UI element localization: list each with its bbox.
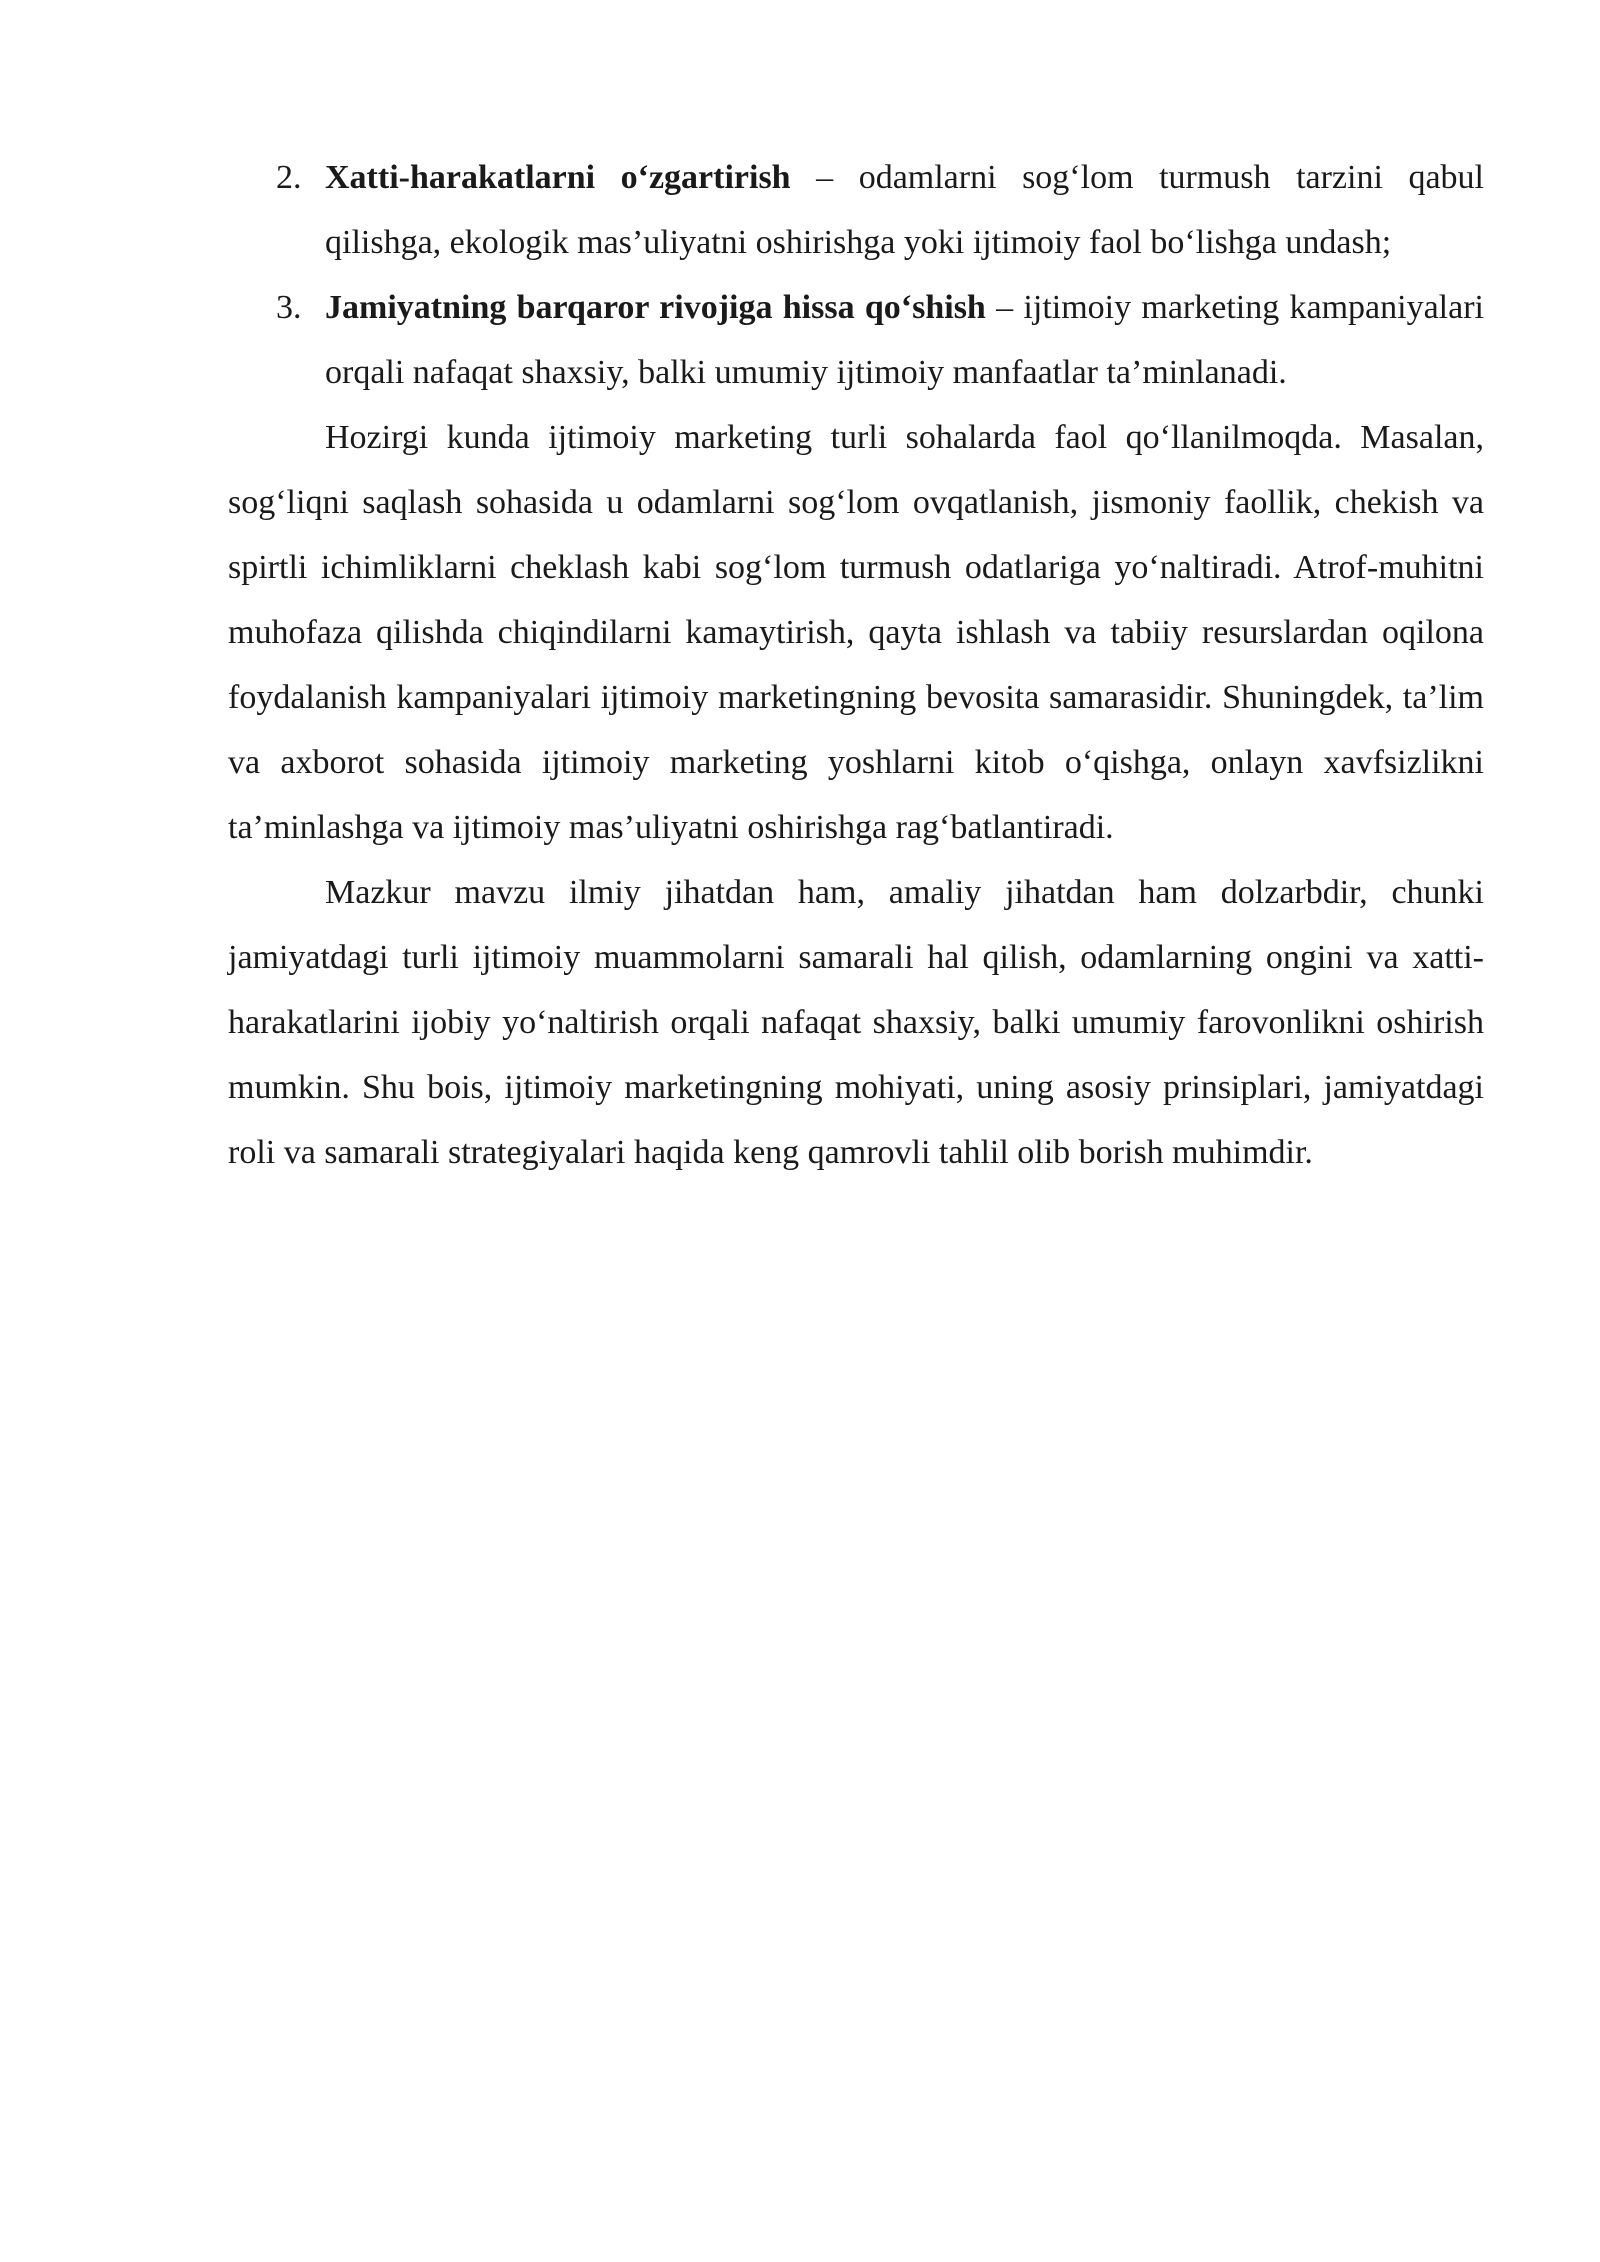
list-item-number: 3. [276,289,302,326]
list-item-text: – odamlarni sog‘lom turmush tarzini qabul qilishga, ekologik mas’uliyatni oshirishga yoki ijtimoiy faol bo‘lishga undash; [325,159,1484,261]
list-item-number: 2. [276,159,302,196]
paragraph-applications: Hozirgi kunda ijtimoiy marketing turli sohalarda faol qo‘llanilmoqda. Masalan, sog‘liqni saqlash sohasida u odamlarni sog‘lom ovqatlanish, jismoniy faollik, chekish va spirtli ichimliklarni cheklash kabi sog‘lom turmush odatlariga yo‘naltiradi. Atrof-muhitni muhofaza qilishda chiqindilarni kamaytirish, qayta ishlash va tabiiy resurslardan oqilona foydalanish kampaniyalari ijtimoiy marketingning bevosita samarasidir. Shuningdek, ta’lim va axborot sohasida ijtimoiy marketing yoshlarni kitob o‘qishga, onlayn xavfsizlikni ta’minlashga va ijtimoiy mas’uliyatni oshirishga rag‘batlantiradi. [228,419,1484,846]
document-body [228,145,1484,1185]
list-item [228,275,1484,405]
list-item-term: Xatti-harakatlarni o‘zgartirish [325,159,791,196]
numbered-list [228,145,1484,405]
list-item-term: Jamiyatning barqaror rivojiga hissa qo‘shish [325,289,986,326]
list-item-text: – ijtimoiy marketing kampaniyalari orqali nafaqat shaxsiy, balki umumiy ijtimoiy manfaatlar ta’minlanadi. [325,289,1484,391]
list-item [228,145,1484,275]
paragraph-relevance: Mazkur mavzu ilmiy jihatdan ham, amaliy jihatdan ham dolzarbdir, chunki jamiyatdagi turli ijtimoiy muammolarni samarali hal qilish, odamlarning ongini va xatti-harakatlarini ijobiy yo‘naltirish orqali nafaqat shaxsiy, balki umumiy farovonlikni oshirish mumkin. Shu bois, ijtimoiy marketingning mohiyati, uning asosiy prinsiplari, jamiyatdagi roli va samarali strategiyalari haqida keng qamrovli tahlil olib borish muhimdir. [228,874,1484,1171]
